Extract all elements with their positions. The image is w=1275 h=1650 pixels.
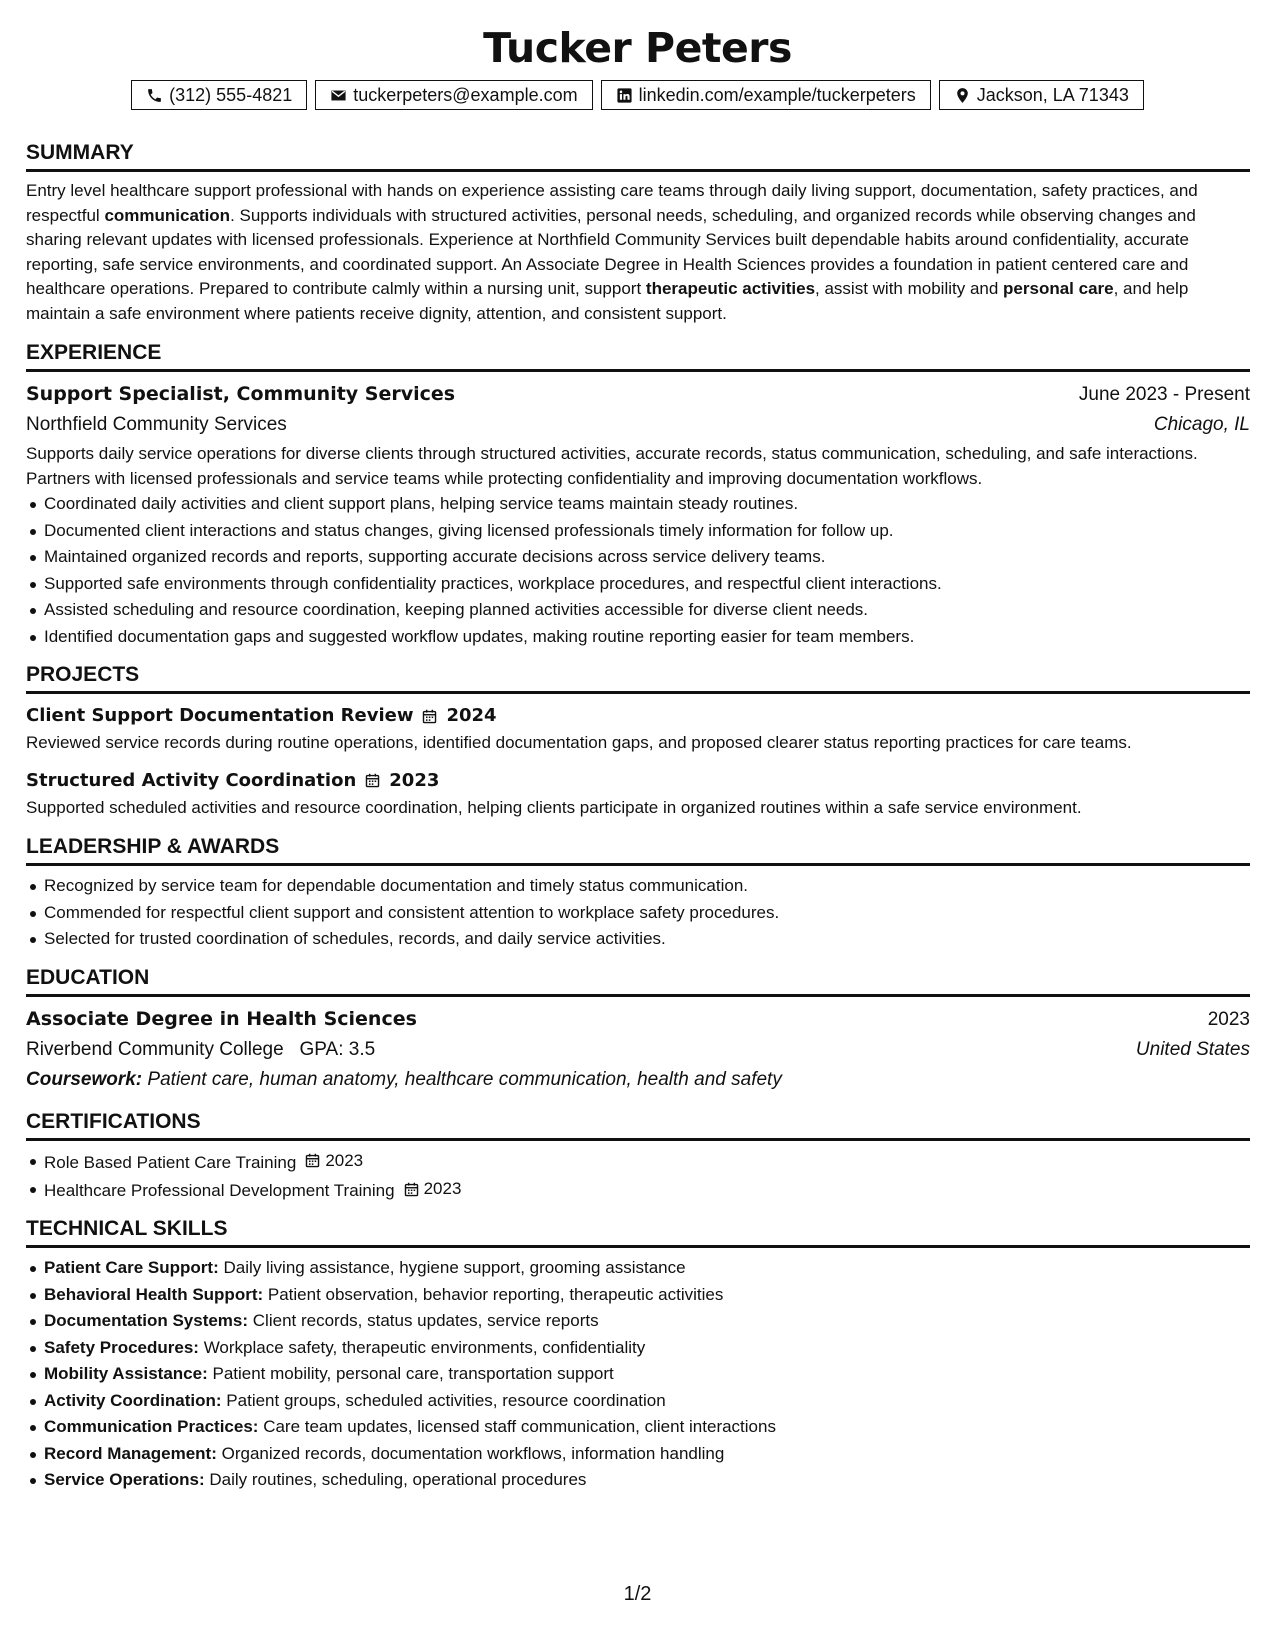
- list-item: Selected for trusted coordination of schedules, records, and daily service activities.: [44, 926, 1250, 953]
- list-item: [44, 1414, 1250, 1441]
- location-text: Jackson, LA 71343: [976, 84, 1129, 105]
- calendar-icon: [421, 708, 438, 725]
- skills-list: [26, 1255, 1250, 1494]
- skill-label: Patient Care Support:: [44, 1258, 219, 1277]
- skill-value: Daily routines, scheduling, operational procedures: [209, 1470, 587, 1489]
- certifications-heading: CERTIFICATIONS: [26, 1109, 1250, 1141]
- resume-content: [26, 140, 1250, 1494]
- list-item: Recognized by service team for dependable documentation and timely status communication.: [44, 873, 1250, 900]
- skill-label: Mobility Assistance:: [44, 1364, 208, 1383]
- linkedin-text: linkedin.com/example/tuckerpeters: [638, 84, 916, 105]
- skill-value: Organized records, documentation workflows, information handling: [221, 1443, 725, 1463]
- education-heading: EDUCATION: [26, 965, 1250, 997]
- skill-value: Patient observation, behavior reporting, therapeutic activities: [267, 1284, 724, 1304]
- graduation-year: 2023: [1207, 1008, 1250, 1030]
- certification-year: 2023: [325, 1150, 364, 1170]
- project-title-row: [26, 701, 1250, 731]
- list-item: Coordinated daily activities and client support plans, helping service teams maintain steady routines.: [44, 491, 1250, 518]
- coursework-label: Coursework:: [26, 1068, 143, 1090]
- project-title-row: [26, 766, 1250, 796]
- map-pin-icon: [954, 87, 971, 104]
- contact-phone[interactable]: [131, 80, 307, 110]
- page-number: 1/2: [623, 1583, 652, 1605]
- projects-section: [26, 662, 1250, 820]
- skill-label: Documentation Systems:: [44, 1311, 249, 1330]
- skill-value: Care team updates, licensed staff communication, client interactions: [263, 1417, 776, 1436]
- certification-list: [26, 1148, 1250, 1205]
- coursework-text: Patient care, human anatomy, healthcare communication, health and safety: [147, 1068, 782, 1090]
- summary-keyword: therapeutic activities: [645, 279, 816, 298]
- education-school-row: [26, 1035, 1250, 1065]
- certification-year: 2023: [423, 1178, 462, 1198]
- list-item: [44, 1335, 1250, 1362]
- projects-heading: PROJECTS: [26, 662, 1250, 694]
- calendar-icon: [304, 1152, 321, 1169]
- project-item: [26, 701, 1250, 756]
- skills-heading: TECHNICAL SKILLS: [26, 1216, 1250, 1248]
- job-dates: June 2023 - Present: [1078, 384, 1250, 405]
- project-name: Client Support Documentation Review: [26, 705, 414, 726]
- certification-name: Role Based Patient Care Training: [44, 1152, 297, 1172]
- coursework-line: [26, 1065, 1250, 1095]
- contact-linkedin[interactable]: [601, 80, 931, 110]
- summary-text-part: Entry level healthcare support professional with hands on experience assisting care teams through daily living support, documentation, safety practices, and respectful: [26, 181, 1198, 225]
- phone-text: (312) 555-4821: [169, 84, 293, 105]
- summary-keyword: personal care: [1003, 279, 1114, 298]
- skill-value: Workplace safety, therapeutic environments, confidentiality: [203, 1337, 646, 1357]
- skill-value: Daily living assistance, hygiene support, grooming assistance: [223, 1258, 686, 1277]
- contact-bar: [0, 80, 1275, 110]
- list-item: Assisted scheduling and resource coordination, keeping planned activities accessible for diverse client needs.: [44, 597, 1250, 624]
- summary-text-part: . Supports individuals with structured activities, personal needs, scheduling, and organized records while observing changes and sharing relevant updates with licensed professionals. Experience at Northfield Community Services built dependable habits around confidentiality, accurate reporting, safe service environments, and coordinated support. An Associate Degree in Health Sciences provides a foundation in patient centered care and healthcare operations. Prepared to contribute calmly within a nursing unit, support: [26, 205, 1196, 298]
- list-item: Commended for respectful client support and consistent attention to workplace safety procedures.: [44, 900, 1250, 927]
- school-location: United States: [1135, 1038, 1250, 1060]
- skill-value: Client records, status updates, service reports: [252, 1311, 599, 1330]
- experience-role-row: [26, 379, 1250, 410]
- list-item: [44, 1308, 1250, 1335]
- job-title: Support Specialist, Community Services: [26, 383, 456, 405]
- job-location: Chicago, IL: [1153, 414, 1250, 435]
- certification-date: [403, 1176, 462, 1203]
- list-item: [44, 1441, 1250, 1468]
- experience-bullets: [26, 491, 1250, 650]
- company-name: Northfield Community Services: [26, 414, 287, 435]
- calendar-icon: [364, 772, 381, 789]
- summary-section: [26, 140, 1250, 326]
- list-item: Maintained organized records and reports, supporting accurate decisions across service delivery teams.: [44, 544, 1250, 571]
- degree-name: Associate Degree in Health Sciences: [26, 1007, 417, 1030]
- list-item: [44, 1467, 1250, 1494]
- summary-text-part: , assist with mobility and: [815, 279, 1004, 298]
- job-description: Supports daily service operations for diverse clients through structured activities, accurate records, status communication, scheduling, and safe interactions. Partners with licensed professionals and service teams while protecting confidentiality and improving documentation workflows.: [26, 444, 1198, 488]
- project-year: 2024: [446, 705, 497, 726]
- list-item: [44, 1361, 1250, 1388]
- certification-name: Healthcare Professional Development Training: [44, 1180, 395, 1200]
- summary-keyword: communication: [104, 205, 231, 225]
- experience-section: [26, 340, 1250, 650]
- project-item: [26, 766, 1250, 821]
- skill-label: Communication Practices:: [44, 1417, 259, 1436]
- skill-label: Behavioral Health Support:: [44, 1284, 264, 1304]
- certifications-section: [26, 1109, 1250, 1205]
- education-degree-row: [26, 1004, 1250, 1035]
- gpa: GPA: 3.5: [299, 1038, 376, 1060]
- project-description: Reviewed service records during routine operations, identified documentation gaps, and proposed clearer status reporting practices for care teams.: [26, 733, 1132, 752]
- calendar-icon: [403, 1181, 420, 1198]
- list-item: [44, 1176, 1250, 1204]
- list-item: [44, 1255, 1250, 1282]
- skill-value: Patient groups, scheduled activities, resource coordination: [226, 1390, 666, 1410]
- list-item: Supported safe environments through confidentiality practices, workplace procedures, and respectful client interactions.: [44, 571, 1250, 598]
- experience-company-row: [26, 410, 1250, 440]
- contact-location[interactable]: [939, 80, 1144, 110]
- skill-label: Service Operations:: [44, 1470, 205, 1489]
- list-item: [44, 1388, 1250, 1415]
- list-item: Documented client interactions and status changes, giving licensed professionals timely information for follow up.: [44, 518, 1250, 545]
- leadership-bullets: [26, 873, 1250, 953]
- skill-label: Activity Coordination:: [44, 1390, 222, 1410]
- list-item: [44, 1148, 1250, 1176]
- contact-email[interactable]: [315, 80, 592, 110]
- envelope-icon: [330, 87, 347, 104]
- list-item: [44, 1282, 1250, 1309]
- leadership-section: [26, 834, 1250, 953]
- phone-icon: [146, 87, 163, 104]
- list-item: Identified documentation gaps and suggested workflow updates, making routine reporting easier for team members.: [44, 624, 1250, 651]
- summary-text: [26, 179, 1250, 326]
- school-line: [26, 1035, 375, 1065]
- linkedin-icon: [616, 87, 633, 104]
- skill-label: Record Management:: [44, 1443, 217, 1463]
- certification-date: [304, 1148, 363, 1175]
- email-text: tuckerpeters@example.com: [353, 84, 578, 105]
- project-name: Structured Activity Coordination: [26, 769, 357, 791]
- skills-section: [26, 1216, 1250, 1494]
- school-name: Riverbend Community College: [26, 1038, 284, 1060]
- experience-heading: EXPERIENCE: [26, 340, 1250, 372]
- skill-value: Patient mobility, personal care, transportation support: [212, 1364, 614, 1383]
- summary-heading: SUMMARY: [26, 140, 1250, 172]
- leadership-heading: LEADERSHIP & AWARDS: [26, 834, 1250, 866]
- project-description: Supported scheduled activities and resource coordination, helping clients participate in organized routines within a safe service environment.: [26, 797, 1082, 817]
- skill-label: Safety Procedures:: [44, 1337, 199, 1357]
- project-year: 2023: [389, 769, 440, 791]
- summary-text-part: , and help maintain a safe environment where patients receive dignity, attention, and consistent support.: [26, 279, 1189, 323]
- candidate-name: Tucker Peters: [483, 24, 792, 72]
- education-section: [26, 965, 1250, 1095]
